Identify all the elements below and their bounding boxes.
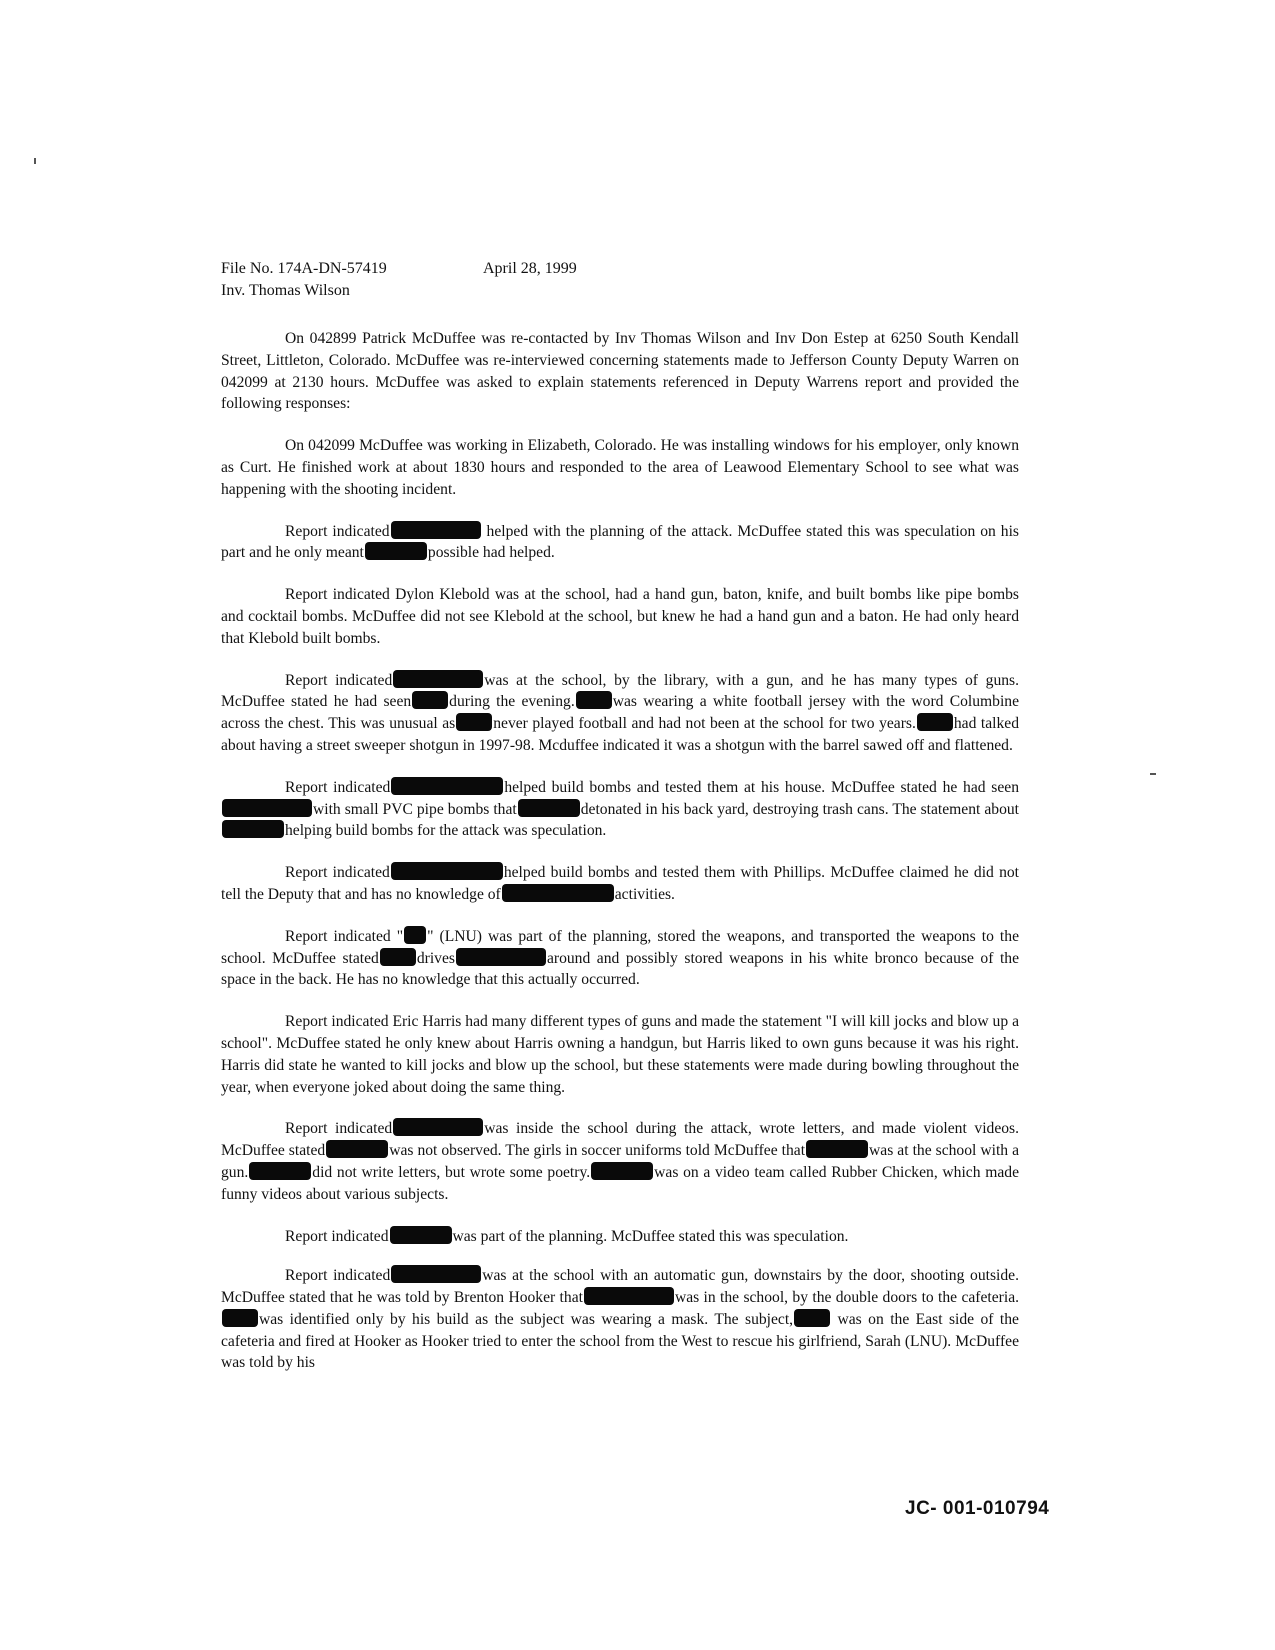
redaction-block [412,691,448,709]
redaction-block [391,1265,481,1283]
paragraph-text: was on the East side of the cafeteria and fired at Hooker as Hooker tried to enter the school from the West to rescue his girlfriend, Sarah (LNU). McDuffee was told by his [221,1310,1019,1372]
paragraph-text: Report indicated Dylon Klebold was at the school, had a hand gun, baton, knife, and built bombs like pipe bombs and cocktail bombs. McDuffee did not see Klebold at the school, but knew he had a hand gun and a baton. He had only heard that Klebold built bombs. [221,586,1019,647]
paragraph-cafeteria [221,1265,1019,1374]
paragraph-text: Report indicated Eric Harris had many different types of guns and made the statement "I will kill jocks and blow up a school". McDuffee stated he only knew about Harris owning a handgun, but Harris liked to own guns because it was his right. Harris did state he wanted to kill jocks and blow up the school, but these statements were made during bowling throughout the year, when everyone joked about doing the same thing. [221,1013,1019,1096]
paragraph-text: Report indicated [285,671,393,689]
paragraph-text: helped build bombs and tested them with Phillips. McDuffee claimed he did not tell the Deputy that and has no knowledge of [221,864,1020,903]
paragraph-text: did not write letters, but wrote some poetry. [312,1163,591,1181]
paragraph-text: around and possibly stored weapons in his white bronco because of the space in the back. He has no knowledge that this actually occurred. [221,949,1019,989]
paragraph-bombs-house [221,777,1019,842]
redaction-block [391,777,503,795]
redaction-block [794,1309,830,1327]
redaction-block [390,1226,452,1244]
report-body [221,328,1019,1394]
redaction-block [391,862,503,880]
paragraph-text: Report indicated [285,864,390,882]
paragraph-text: Report indicated [285,1227,389,1245]
paragraph-text: possible had helped. [427,544,555,562]
paragraph-bronco [221,926,1019,991]
paragraph-text: was at the school with an automatic gun, downstairs by the door, shooting outside. McDuffee stated that he was told by Brenton Hooker that [221,1267,1019,1307]
redaction-block [393,1118,483,1136]
paragraph-planning-2 [221,1226,1019,1248]
scan-mark [34,158,36,164]
paragraph-text: " (LNU) was part of the planning, stored the weapons, and transported the weapons to the school. McDuffee stated [221,927,1019,967]
paragraph-text: helped with the planning of the attack. McDuffee stated this was speculation on his part and he only meant [221,522,1020,562]
paragraph-text: was inside the school during the attack, wrote letters, and made violent videos. McDuffee stated [221,1120,1020,1160]
paragraph-text: Report indicated [285,1120,393,1138]
redaction-block [404,926,426,944]
paragraph-text: was part of the planning. McDuffee stated this was speculation. [452,1227,849,1245]
redaction-block [584,1287,674,1305]
redaction-block [806,1140,868,1158]
redaction-block [576,691,612,709]
paragraph-text: On 042099 McDuffee was working in Elizabeth, Colorado. He was installing windows for his employer, only known as Curt. He finished work at about 1830 hours and responded to the area of Leawood Elementary School to see what was happening with the shooting incident. [221,437,1019,498]
paragraph-text: Report indicated [285,522,390,540]
document-control-number: JC- 001-010794 [905,1498,1050,1519]
paragraph-text: was at the school, by the library, with a gun, and he has many types of guns. McDuffee stated he had seen [221,671,1019,711]
paragraph-text: was on a video team called Rubber Chicken, which made funny videos about various subjects. [221,1163,1019,1203]
scan-mark [1150,773,1156,775]
paragraph-text: during the evening. [449,693,575,711]
redaction-block [222,1309,258,1327]
paragraph-text: was identified only by his build as the subject was wearing a mask. The subject, [259,1310,794,1328]
document-date: April 28, 1999 [483,260,577,277]
paragraph-text: Report indicated [285,1267,391,1285]
redaction-block [391,521,481,539]
redaction-block [393,670,483,688]
paragraph-work [221,435,1019,500]
paragraph-phillips [221,862,1019,906]
paragraph-text: drives [416,949,455,967]
paragraph-text: was at the school with a gun. [221,1142,1020,1181]
paragraph-recontact [221,328,1019,415]
paragraph-text: had talked about having a street sweeper shotgun in 1997-98. Mcduffee indicated it was a shotgun with the barrel sawed off and flattened. [221,715,1020,754]
paragraph-library [221,670,1019,757]
redaction-block [326,1140,388,1158]
paragraph-videos [221,1118,1019,1205]
paragraph-text: On 042899 Patrick McDuffee was re-contacted by Inv Thomas Wilson and Inv Don Estep at 6250 South Kendall Street, Littleton, Colorado. McDuffee was re-interviewed concerning statements made to Jefferson County Deputy Warren on 042099 at 2130 hours. McDuffee was asked to explain statements referenced in Deputy Warrens report and provided the following responses: [221,330,1019,413]
redaction-block [249,1162,311,1180]
paragraph-text: helping build bombs for the attack was speculation. [285,822,607,840]
redaction-block [917,713,953,731]
redaction-block [502,884,614,902]
redaction-block [591,1162,653,1180]
paragraph-planning-1 [221,521,1019,565]
paragraph-text: Report indicated [285,778,391,796]
paragraph-text: was wearing a white football jersey with the word Columbine across the chest. This was unusual as [221,693,1020,733]
redaction-block [518,799,580,817]
paragraph-klebold [221,584,1019,649]
redaction-block [365,542,427,560]
investigator-name: Inv. Thomas Wilson [221,282,350,299]
redaction-block [380,948,416,966]
file-number: File No. 174A-DN-57419 [221,260,387,277]
paragraph-text: with small PVC pipe bombs that [313,800,517,818]
paragraph-harris [221,1011,1019,1098]
paragraph-text: activities. [614,885,675,903]
paragraph-text: never played football and had not been at the school for two years. [493,715,916,733]
redaction-block [456,713,492,731]
document-header [221,258,577,302]
paragraph-text: was in the school, by the double doors to the cafeteria. [674,1289,1020,1307]
paragraph-text: helped build bombs and tested them at his house. McDuffee stated he had seen [504,778,1019,796]
paragraph-text: was not observed. The girls in soccer uniforms told McDuffee that [389,1142,806,1160]
paragraph-text: detonated in his back yard, destroying trash cans. The statement about [580,800,1019,818]
paragraph-text: Report indicated " [285,927,404,945]
redaction-block [222,820,284,838]
redaction-block [456,948,546,966]
redaction-block [222,799,312,817]
